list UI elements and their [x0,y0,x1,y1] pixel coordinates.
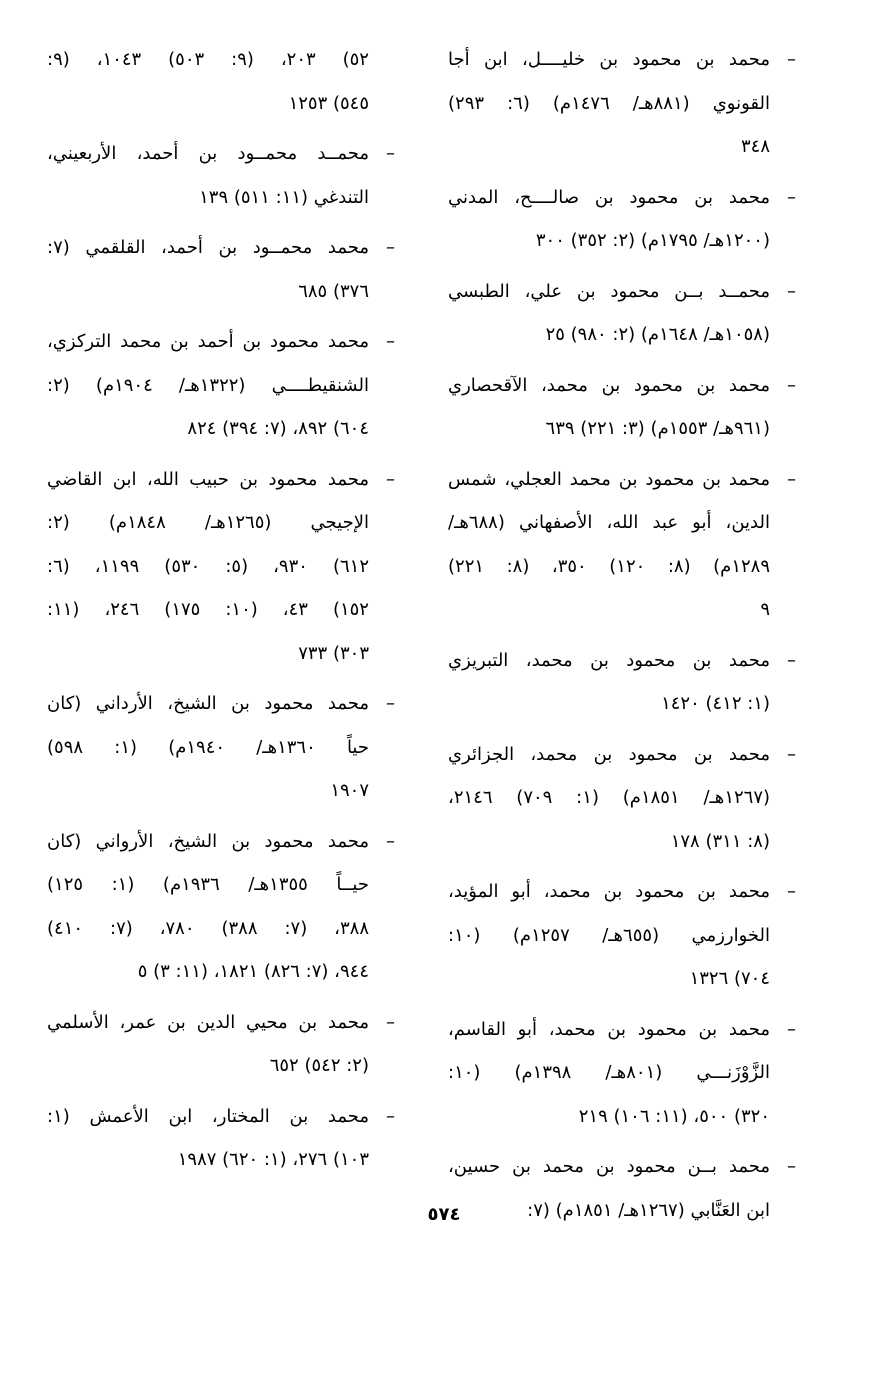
entry-line: محمد محمود بن الشيخ، الأرواني (كان [47,830,369,852]
entry-line: ١٢٨٩م) (٨: ١٢٠) ٣٥٠، (٨: ٢٢١) [448,555,770,577]
entry-line: ٣٤٨ [740,136,770,157]
entry-line: ٣٧٦) ٦٨٥ [298,280,369,302]
entry-line: ٣٢٠) ٥٠٠، (١١: ١٠٦) ٢١٩ [578,1105,770,1127]
entry-dash: – [787,49,796,70]
entry-dash: – [787,468,796,490]
index-entry [448,458,796,632]
entry-line: الزَّوْزَنـــي (٨٠١هـ/ ١٣٩٨م) (١٠: [448,1062,770,1083]
entry-line: ١٩٠٧ [330,780,369,801]
entry-line: الدين، أبو عبد الله، الأصفهاني (٦٨٨هـ/ [448,512,770,533]
entry-line: محمد محمود بن أحمد بن محمد التركزي، [47,331,369,352]
entry-line: محمــد بــن محمود بن علي، الطبسي [448,280,770,302]
entry-line: (١٢٦٧هـ/ ١٨٥١م) (١: ٧٠٩) ٢١٤٦، [448,787,771,808]
entry-line: (١٠٥٨هـ/ ١٦٤٨م) (٢: ٩٨٠) ٢٥ [545,324,770,345]
entry-dash: – [787,649,796,671]
index-entry [47,132,395,219]
index-entry [47,1001,395,1088]
entry-line: الخوارزمي (٦٥٥هـ/ ١٢٥٧م) (١٠: [448,924,770,946]
index-entry [47,820,395,994]
index-column-right [448,38,796,1239]
entry-line: (٢: ٥٤٢) ٦٥٢ [269,1055,369,1076]
index-entry [448,176,796,263]
entry-line: ابن العَنَّابي (١٢٦٧هـ/ ١٨٥١م) (٧: [527,1199,770,1221]
entry-dash: – [787,743,796,765]
index-column-left [47,38,395,1189]
index-entry [47,320,395,451]
entry-line: ٦٠٤) ٨٩٢، (٧: ٣٩٤) ٨٢٤ [187,418,369,439]
entry-line: ٩٤٤، (٧: ٨٢٦) ١٨٢١، (١١: ٣) ٥ [137,961,369,982]
entry-line: محمد بن محيي الدين بن عمر، الأسلمي [47,1011,369,1033]
entry-line: (٩٦١هـ/ ١٥٥٣م) (٣: ٢٢١) ٦٣٩ [545,418,770,439]
index-entry [47,226,395,313]
entry-dash: – [787,280,796,302]
entry-line: ٥٢) ٢٠٣، (٩: ٥٠٣) ١٠٤٣، (٩: [47,49,369,70]
entry-line: القونوي (٨٨١هـ/ ١٤٧٦م) (٦: ٢٩٣) [448,92,770,114]
entry-line: ٣٨٨، (٧: ٣٨٨) ٧٨٠، (٧: ٤١٠) [47,917,369,939]
entry-line: الإجيجي (١٢٦٥هـ/ ١٨٤٨م) (٢: [47,512,369,533]
entry-line: محمد محمود بن الشيخ، الأرداني (كان [47,693,369,714]
entry-line: ١٠٣) ٢٧٦، (١: ٦٢٠) ١٩٨٧ [177,1149,369,1170]
entry-dash: – [787,1156,796,1177]
entry-line: محمد بن محمود بن محمد، الجزائري [448,743,770,765]
entry-line: حياً ١٣٦٠هـ/ ١٩٤٠م) (١: ٥٩٨) [47,736,369,758]
index-entry [448,733,796,864]
entry-line: ٧٠٤) ١٣٢٦ [689,968,770,989]
entry-line: محمد بن محمود بن محمد، أبو المؤيد، [448,881,770,902]
entry-line: محمد بن محمود بن محمد، التبريزي [448,649,770,671]
index-entry [448,38,796,169]
index-entry [448,639,796,726]
entry-dash: – [386,143,395,164]
entry-line: (١٢٠٠هـ/ ١٧٩٥م) (٢: ٣٥٢) ٣٠٠ [535,230,770,251]
index-entry [448,364,796,451]
entry-dash: – [787,374,796,396]
entry-line: ٩ [760,599,770,620]
page-number: ٥٧٤ [427,1204,461,1225]
entry-dash: – [386,468,395,490]
entry-line: حيــاً ١٣٥٥هـ/ ١٩٣٦م) (١: ١٢٥) [47,874,369,895]
index-entry [47,1095,395,1182]
entry-dash: – [386,1105,395,1127]
entry-dash: – [386,693,395,714]
index-entry [47,458,395,676]
entry-line: محمد بن محمود بن محمد، أبو القاسم، [448,1018,770,1040]
entry-dash: – [386,830,395,852]
entry-line: محمد بن المختار، ابن الأعمش (١: [47,1105,369,1127]
entry-line: (١: ٤١٢) ١٤٢٠ [661,693,770,714]
entry-line: (٨: ٣١١) ١٧٨ [670,830,770,852]
entry-line: التندغي (١١: ٥١١) ١٣٩ [199,186,369,208]
entry-line: محمد بن محمود بن محمد العجلي، شمس [448,468,770,490]
index-entry [47,38,369,125]
entry-dash: – [386,331,395,352]
index-entry [448,870,796,1001]
entry-line: ٦١٢) ٩٣٠، (٥: ٥٣٠) ١١٩٩، (٦: [47,555,369,577]
entry-line: محمد بــن محمود بن محمد بن حسين، [448,1156,770,1177]
entry-line: الشنقيطــــي (١٣٢٢هـ/ ١٩٠٤م) (٢: [47,374,369,396]
entry-line: محمد بن محمود بن خليــــل، ابن أجا [448,49,770,70]
index-entry [448,1008,796,1139]
entry-dash: – [787,1018,796,1040]
entry-line: محمد محمــود بن أحمد، القلقمي (٧: [47,237,369,258]
entry-dash: – [787,186,796,208]
entry-dash: – [386,237,395,258]
entry-line: محمد محمود بن حبيب الله، ابن القاضي [47,468,369,490]
entry-line: ١٥٢) ٤٣، (١٠: ١٧٥) ٢٤٦، (١١: [47,599,369,620]
entry-line: محمد بن محمود بن صالــــح، المدني [448,186,770,208]
index-entry [47,682,395,813]
entry-dash: – [787,881,796,902]
entry-dash: – [386,1011,395,1033]
entry-line: ٣٠٣) ٧٣٣ [298,642,369,664]
entry-line: ٥٤٥) ١٢٥٣ [288,92,369,114]
entry-line: محمــد محمــود بن أحمد، الأربعيني، [47,143,369,164]
index-entry [448,270,796,357]
entry-line: محمد بن محمود بن محمد، الآقحصاري [448,374,770,396]
